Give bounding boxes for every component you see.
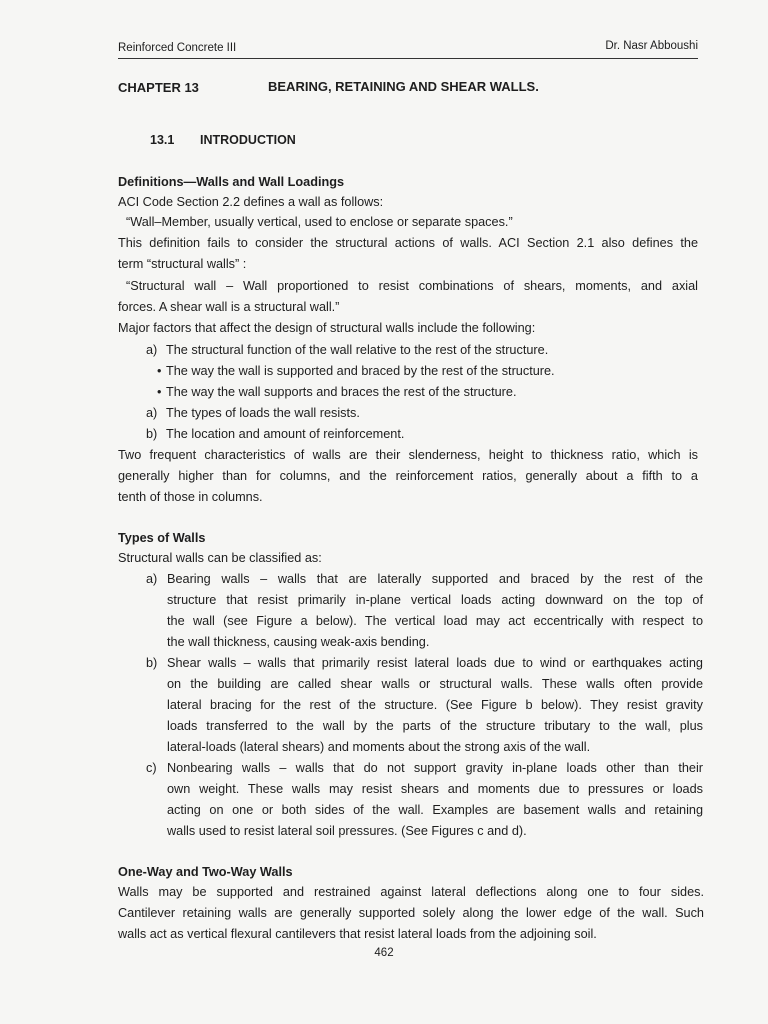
list-item: The location and amount of reinforcement. [166, 427, 405, 441]
list-marker: b) [146, 656, 158, 670]
list-item: The types of loads the wall resists. [166, 406, 360, 420]
running-header [118, 40, 698, 59]
list-item: The structural function of the wall relative to the rest of the structure. [166, 343, 549, 357]
list-item: The way the wall supports and braces the rest of the structure. [166, 385, 517, 399]
bullet-marker: • [157, 364, 162, 378]
paragraph-line: Structural walls can be classified as: [118, 551, 322, 565]
chapter-title: BEARING, RETAINING AND SHEAR WALLS. [268, 79, 539, 94]
page-number: 462 [374, 947, 394, 959]
section-number: 13.1 [150, 133, 175, 147]
list-item-line: own weight. These walls may resist shears and moments due to pressures or loads [167, 782, 703, 796]
paragraph-line: Major factors that affect the design of structural walls include the following: [118, 321, 536, 335]
list-marker: c) [146, 761, 157, 775]
paragraph-line: walls act as vertical flexural cantilevers that resist lateral loads from the adjoining soil. [118, 927, 597, 941]
paragraph-line: ACI Code Section 2.2 defines a wall as follows: [118, 195, 384, 209]
list-item-line: lateral-loads (lateral shears) and moments about the strong axis of the wall. [167, 740, 591, 754]
oneway-heading: One-Way and Two-Way Walls [118, 865, 293, 879]
chapter-label: CHAPTER 13 [118, 80, 199, 95]
paragraph-line: Cantilever retaining walls are generally supported solely along the lower edge of the wall. Such [118, 906, 704, 920]
header-author: Dr. Nasr Abboushi [605, 40, 698, 52]
quote-line: “Structural wall – Wall proportioned to resist combinations of shears, moments, and axial [126, 279, 698, 293]
bullet-marker: • [157, 385, 162, 399]
list-marker: b) [146, 427, 158, 441]
list-item-line: walls used to resist lateral soil pressures. (See Figures c and d). [167, 824, 527, 838]
list-item-line: the wall thickness, causing weak-axis bending. [167, 635, 430, 649]
quote-line: forces. A shear wall is a structural wall.” [118, 300, 340, 314]
definitions-heading: Definitions—Walls and Wall Loadings [118, 175, 345, 189]
list-item-line: Nonbearing walls – walls that do not support gravity in-plane loads other than their [167, 761, 703, 775]
list-item-line: acting on one or both sides of the wall. Examples are basement walls and retaining [167, 803, 703, 817]
paragraph-line: Walls may be supported and restrained against lateral deflections along one to four sides. [118, 885, 704, 899]
list-item-line: Shear walls – walls that primarily resist lateral loads due to wind or earthquakes acting [167, 656, 703, 670]
list-item-line: loads transferred to the wall by the parts of the structure tributary to the wall, plus [167, 719, 703, 733]
quote-line: “Wall–Member, usually vertical, used to enclose or separate spaces.” [126, 215, 513, 229]
list-item-line: the wall (see Figure a below). The vertical load may act eccentrically with respect to [167, 614, 703, 628]
section-title: INTRODUCTION [200, 133, 296, 147]
list-item-line: lateral bracing for the rest of the structure. (See Figure b below). They resist gravity [167, 698, 703, 712]
list-marker: a) [146, 572, 158, 586]
paragraph-line: This definition fails to consider the structural actions of walls. ACI Section 2.1 also defines the [118, 236, 698, 250]
list-item-line: Bearing walls – walls that are laterally supported and braced by the rest of the [167, 572, 703, 586]
list-item: The way the wall is supported and braced by the rest of the structure. [166, 364, 555, 378]
paragraph-line: term “structural walls” : [118, 257, 247, 271]
list-item-line: structure that resist primarily in-plane vertical loads acting downward on the top of [167, 593, 703, 607]
list-item-line: on the building are called shear walls or structural walls. These walls often provide [167, 677, 703, 691]
paragraph-line: Two frequent characteristics of walls are their slenderness, height to thickness ratio, which is [118, 448, 698, 462]
paragraph-line: generally higher than for columns, and the reinforcement ratios, generally about a fifth to a [118, 469, 698, 483]
header-course-title: Reinforced Concrete III [118, 42, 237, 54]
types-heading: Types of Walls [118, 531, 206, 545]
list-marker: a) [146, 343, 158, 357]
list-marker: a) [146, 406, 158, 420]
paragraph-line: tenth of those in columns. [118, 490, 263, 504]
